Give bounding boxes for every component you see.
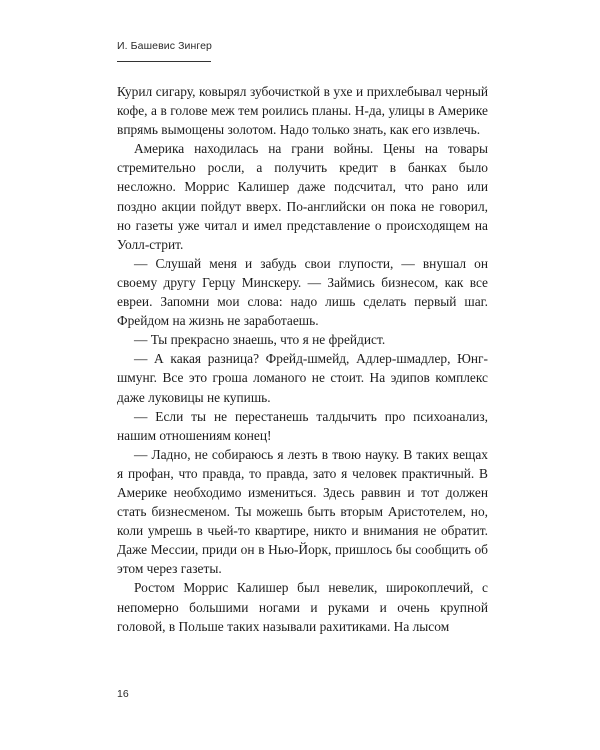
paragraph-5: — А какая разница? Фрейд-шмейд, Адлер-шмадлер, Юнг-шмунг. Все это гроша ломаного не стоит. На эдипов комплекс даже луковицы не купишь. bbox=[117, 351, 488, 405]
paragraph-2: Америка находилась на грани войны. Цены на товары стремительно росли, а получить кредит в банках было несложно. Моррис Калишер даже подсчитал, что рано или поздно акции пойдут вверх. По-английски он пока не говорил, но газеты уже читал и имел представление о происходящем на Уолл-стрит. bbox=[117, 141, 488, 252]
paragraph-7: — Ладно, не собираюсь я лезть в твою науку. В таких вещах я профан, что правда, то правда, зато я человек практичный. В Америке необходимо измениться. Здесь раввин и тот должен стать бизнесменом. Ты можешь быть вторым Аристотелем, но, коли умрешь в чьей-то квартире, никто и внимания не обратит. Даже Мессии, приди он в Нью-Йорк, пришлось бы сообщить об этом через газеты. bbox=[117, 446, 488, 577]
paragraph-6: — Если ты не перестанешь талдычить про психоанализ, нашим отношениям конец! bbox=[117, 408, 488, 443]
paragraph-1: Курил сигару, ковырял зубочисткой в ухе и прихлебывал черный кофе, а в голове меж тем роились планы. Н-да, улицы в Америке впрямь вымощены золотом. Надо только знать, как его извлечь. bbox=[117, 84, 488, 138]
paragraph-3: — Слушай меня и забудь свои глупости, — внушал он своему другу Герцу Минскеру. — Займись бизнесом, как все евреи. Запомни мои слова: надо лишь сделать первый шаг. Фрейдом на жизнь не заработаешь. bbox=[117, 255, 488, 329]
running-head: И. Башевис Зингер bbox=[117, 40, 212, 52]
body-text bbox=[117, 82, 488, 636]
paragraph-4: — Ты прекрасно знаешь, что я не фрейдист. bbox=[134, 332, 386, 348]
header-rule bbox=[117, 61, 211, 62]
paragraph-8: Ростом Моррис Калишер был невелик, широкоплечий, с непомерно большими ногами и руками и очень крупной головой, в Польше таких называли рахитиками. На лысом bbox=[117, 580, 488, 634]
page-number: 16 bbox=[117, 688, 129, 700]
